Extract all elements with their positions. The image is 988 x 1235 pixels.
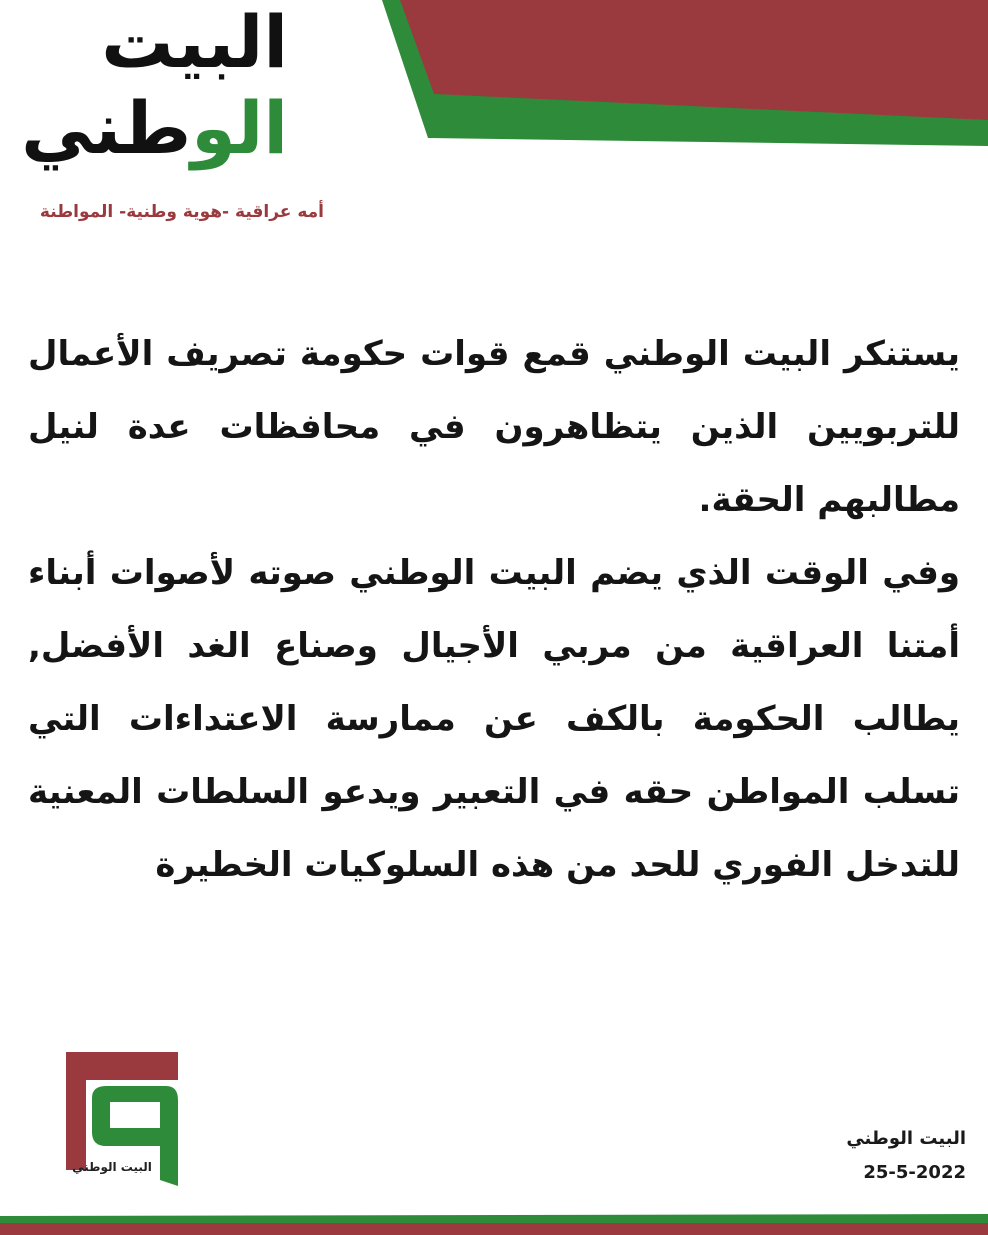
logo-accent-text: الو [191, 86, 288, 170]
logo-line-1: البيت [101, 0, 288, 84]
footer-red-band [0, 1223, 988, 1235]
emblem-label: البيت الوطني [72, 1160, 152, 1174]
statement-body [28, 318, 960, 902]
statement-paragraph-2: وفي الوقت الذي يضم البيت الوطني صوته لأصوات أبناء أمتنا العراقية من مربي الأجيال وصناع الغد الأفضل, يطالب الحكومة بالكف عن ممارسة الاعتداءات التي تسلب المواطن حقه في التعبير ويدعو السلطات المعنية للتدخل الفوري للحد من هذه السلوكيات الخطيرة [28, 553, 960, 885]
signature-block [846, 1122, 966, 1190]
signature-name: البيت الوطني [846, 1128, 966, 1149]
footer-green-stripe [0, 1214, 988, 1224]
logo-line-2 [21, 86, 288, 170]
statement-paragraph-1: يستنكر البيت الوطني قمع قوات حكومة تصريف الأعمال للتربويين الذين يتظاهرون في محافظات عدة لنيل مطالبهم الحقة. [28, 334, 960, 520]
logo-rest-text: طني [21, 86, 192, 170]
signature-date: 25-5-2022 [863, 1162, 966, 1183]
brand-tagline: أمه عراقية -هوية وطنية- المواطنة [39, 202, 324, 222]
footer-stripe [0, 1212, 988, 1235]
